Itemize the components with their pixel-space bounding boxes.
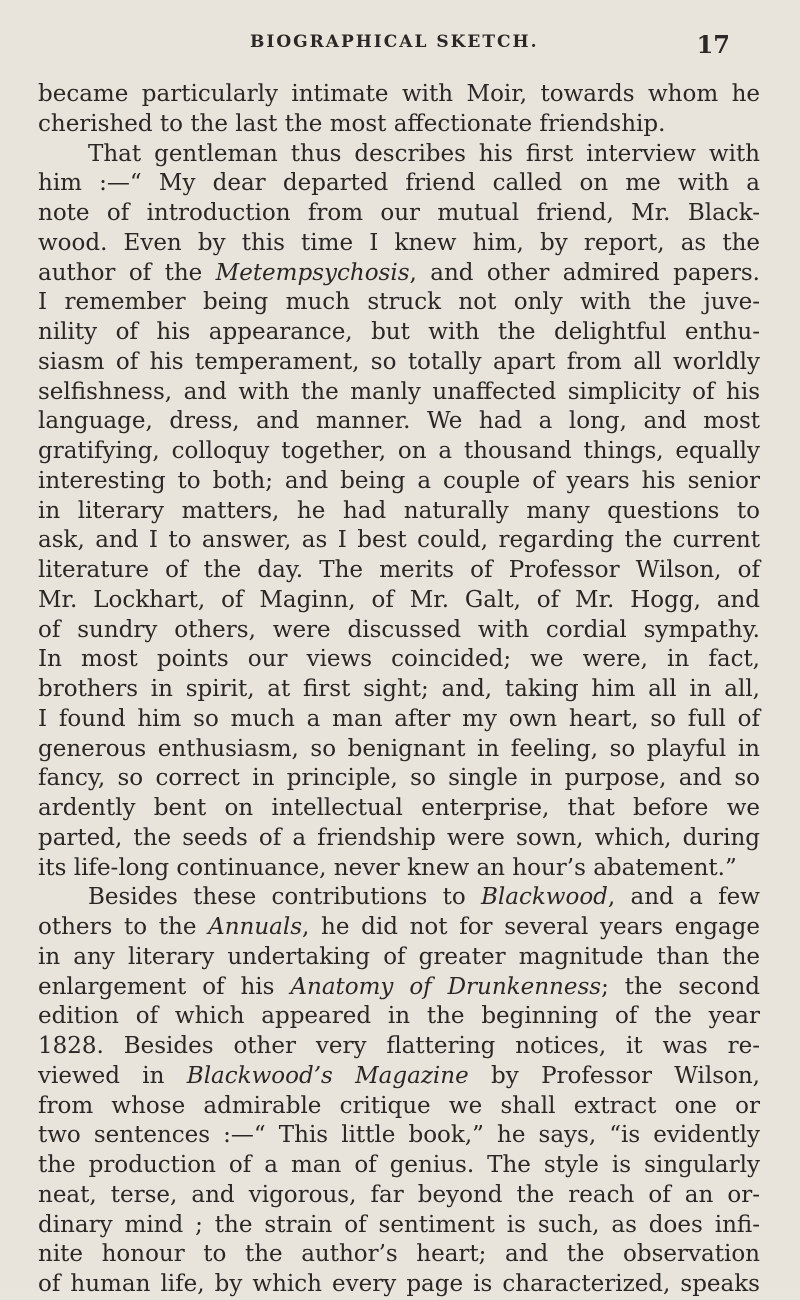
text-line: Mr. Lockhart, of Maginn, of Mr. Galt, of Mr. Hogg, and — [38, 586, 760, 613]
text-line: siasm of his temperament, so totally apart from all worldly — [38, 348, 760, 375]
page-header — [0, 30, 800, 60]
text-line: I found him so much a man after my own heart, so full of — [38, 705, 760, 732]
text-line: of human life, by which every page is characterized, speaks — [38, 1271, 760, 1297]
text-line: dinary mind ; the strain of sentiment is such, as does infi- — [38, 1211, 760, 1238]
text-line: selfishness, and with the manly unaffected simplicity of his — [38, 378, 760, 405]
text-line: became particularly intimate with Moir, towards whom he — [38, 81, 760, 107]
text-line: ask, and I to answer, as I best could, regarding the current — [38, 527, 760, 554]
text-line: In most points our views coincided; we were, in fact, — [38, 646, 760, 673]
text-line: author of the Metempsychosis, and other admired papers. — [38, 259, 760, 286]
body-text — [38, 80, 760, 1300]
text-line: gratifying, colloquy together, on a thousand things, equally — [38, 438, 760, 464]
text-line: generous enthusiasm, so benignant in feeling, so playful in — [38, 735, 760, 762]
text-line: from whose admirable critique we shall extract one or — [38, 1092, 760, 1119]
text-line: cherished to the last the most affectionate friendship. — [38, 110, 666, 137]
text-line: the production of a man of genius. The style is singularly — [38, 1152, 760, 1178]
text-line: viewed in Blackwood’s Magazine by Professor Wilson, — [38, 1062, 760, 1089]
text-line: I remember being much struck not only with the juve- — [38, 289, 760, 316]
text-line: parted, the seeds of a friendship were sown, which, during — [38, 824, 760, 851]
text-line: literature of the day. The merits of Professor Wilson, of — [38, 557, 760, 583]
text-line: two sentences :—“ This little book,” he says, “is evidently — [38, 1122, 760, 1149]
text-line: him :—“ My dear departed friend called on me with a — [38, 170, 760, 197]
text-line: nility of his appearance, but with the delightful enthu- — [38, 319, 760, 345]
text-line: brothers in spirit, at first sight; and, taking him all in all, — [38, 676, 760, 702]
text-line: language, dress, and manner. We had a long, and most — [38, 408, 760, 435]
text-line: edition of which appeared in the beginning of the year — [38, 1003, 760, 1030]
text-line: nite honour to the author’s heart; and the observation — [38, 1241, 760, 1268]
text-line: That gentleman thus describes his first interview with — [88, 140, 760, 167]
text-line: 1828. Besides other very flattering notices, it was re- — [38, 1033, 760, 1059]
text-line: note of introduction from our mutual friend, Mr. Black- — [38, 200, 760, 226]
text-line: interesting to both; and being a couple of years his senior — [38, 467, 760, 494]
text-line: ardently bent on intellectual enterprise, that before we — [38, 795, 760, 821]
text-line: of sundry others, were discussed with cordial sympathy. — [38, 616, 760, 643]
text-line: wood. Even by this time I knew him, by report, as the — [38, 229, 760, 256]
text-line: neat, terse, and vigorous, far beyond the reach of an or- — [38, 1181, 760, 1208]
text-line: enlargement of his Anatomy of Drunkenness; the second — [38, 973, 761, 1000]
text-line: fancy, so correct in principle, so single in purpose, and so — [38, 765, 760, 792]
text-line: its life-long continuance, never knew an hour’s abatement.” — [38, 854, 737, 881]
running-head: BIOGRAPHICAL SKETCH. — [250, 32, 539, 52]
text-line: in literary matters, he had naturally many questions to — [38, 497, 760, 524]
text-line: in any literary undertaking of greater magnitude than the — [38, 943, 760, 970]
page-number: 17 — [696, 30, 730, 59]
text-line: others to the Annuals, he did not for several years engage — [38, 914, 760, 940]
text-line: Besides these contributions to Blackwood, and a few — [88, 884, 760, 911]
